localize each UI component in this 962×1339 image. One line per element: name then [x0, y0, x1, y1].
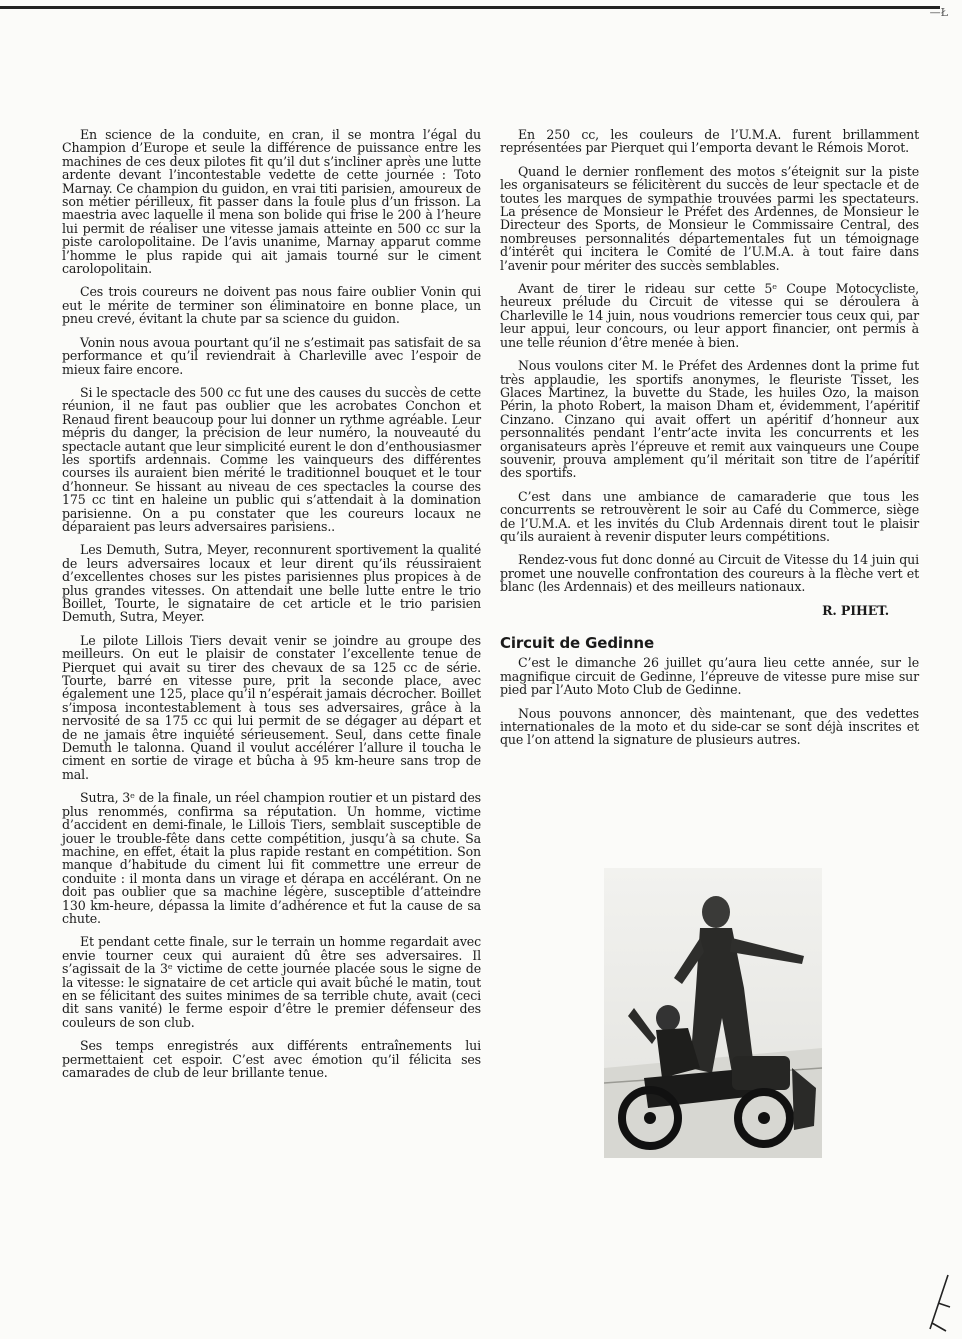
paragraph: En science de la conduite, en cran, il se montra l’égal du Champion d’Europe et seule la différence de puissance entre les machines de ces deux pilotes fit qu’il dut s’incliner après une lutte ardente devant l’incontestable vedette de cette journée : Toto Marnay. Ce champion du guidon, en vrai titi parisien, amoureux de son métier périlleux, fit passer dans la foule plus d’un frisson. La maestria avec laquelle il mena son bolide qui frise le 200 à l’heure lui permit de réaliser une vitesse jamais atteinte en 500 cc sur la piste carolopolitaine. De l’avis unanime, Marnay apparut comme l’homme le plus rapide qui ait jamais tourné sur le ciment carolopolitain. — [62, 127, 481, 277]
paragraph: Et pendant cette finale, sur le terrain un homme regardait avec envie tourner ceux qui auraient dû être ses adversaires. Il s’agissait de la 3ᵉ victime de cette journée placée sous le signe de la vitesse: le signataire de cet article qui avait bûché le matin, tout en se félicitant des suites minimes de sa terrible chute, avait (ceci dit sans vanité) le ferme espoir d’être le premier défenseur des couleurs de son club. — [62, 934, 481, 1030]
paragraph: Rendez-vous fut donc donné au Circuit de Vitesse du 14 juin qui promet une nouvelle confrontation des coureurs à la flèche vert et blanc (les Ardennais) et des meilleurs nationaux. — [500, 552, 919, 595]
section-title-gedinne: Circuit de Gedinne — [500, 634, 654, 652]
paragraph: Nous voulons citer M. le Préfet des Ardennes dont la prime fut très applaudie, les sportifs anonymes, le fleuriste Tisset, les Glaces Martinez, la buvette du Stade, les huiles Ozo, la maison Périn, la photo Robert, la maison Dham et, évidemment, l’apéritif Cinzano. Cinzano qui avait offert un apéritif d’honneur aux personnalités pendant l’entr’acte invita les concurrents et les organisateurs après l’épreuve et remit aux vainqueurs une Coupe souvenir, prouva amplement qu’il méritait son titre de l’apéritif des sportifs. — [500, 358, 919, 481]
paragraph: En 250 cc, les couleurs de l’U.M.A. furent brillamment représentées par Pierquet qui l’emporta devant le Rémois Morot. — [500, 127, 919, 156]
motorcycle-sidecar-photo — [604, 868, 822, 1158]
paragraph: Le pilote Lillois Tiers devait venir se joindre au groupe des meilleurs. On eut le plaisir de constater l’excellente tenue de Pierquet qui avait su tirer des chevaux de sa 125 cc de série. Tourte, barré en vitesse pure, prit la seconde place, avec également une 125, place qu’il n’espérait jamais décrocher. Boillet s’imposa incontestablement à tous ses adversaires, grâce à la nervosité de sa 175 cc qui lui permit de se dégager au départ et de ne jamais être inquiété sérieusement. Seul, dans cette finale Demuth le talonna. Quand il voulut accélérer l’allure il toucha le ciment en sortie de virage et bûcha à 95 km-heure sans trop de mal. — [62, 632, 481, 782]
top-rule — [0, 6, 940, 9]
author-signature: R. PIHET. — [822, 602, 889, 618]
paragraph: Les Demuth, Sutra, Meyer, reconnurent sportivement la qualité de leurs adversaires locaux et leur dirent qu’ils réussiraient d’excellentes choses sur les pistes parisiennes plus propices à de plus grandes vitesses. On attendait une belle lutte entre le trio Boillet, Tourte, le signataire de cet article et le trio parisien Demuth, Sutra, Meyer. — [62, 542, 481, 625]
left-column — [62, 128, 481, 1089]
paragraph: Vonin nous avoua pourtant qu’il ne s’estimait pas satisfait de sa performance et qu’il reviendrait à Charleville avec l’espoir de mieux faire encore. — [62, 334, 481, 377]
paragraph: Si le spectacle des 500 cc fut une des causes du succès de cette réunion, il ne faut pas oublier que les acrobates Conchon et Renaud firent beaucoup pour lui donner un rythme agréable. Leur mépris du danger, la précision de leur numéro, la nouveauté du spectacle autant que leur simplicité eurent le don d’enthousiasmer les sportifs ardennais. Comme les vainqueurs des différentes courses ils auraient bien mérité le traditionnel bouquet et le tour d’honneur. Se hissant au niveau de ces spectacles la course des 175 cc tint en haleine un public qui s’attendait à la domination parisienne. On a pu constater que les coureurs locaux ne déparaient pas leurs adversaires parisiens.. — [62, 384, 481, 534]
paragraph: C’est le dimanche 26 juillet qu’aura lieu cette année, sur le magnifique circuit de Gedinne, l’épreuve de vitesse pure mise sur pied par l’Auto Moto Club de Gedinne. — [500, 655, 919, 698]
page-corner-mark — [926, 1273, 952, 1333]
paragraph: C’est dans une ambiance de camaraderie que tous les concurrents se retrouvèrent le soir au Café du Commerce, siège de l’U.M.A. et les invités du Club Ardennais dirent tout le plaisir qu’ils auraient à revenir disputer leurs compétitions. — [500, 488, 919, 544]
paragraph: Sutra, 3ᵉ de la finale, un réel champion routier et un pistard des plus renommés, confirma sa réputation. Un homme, victime d’accident en demi-finale, le Lillois Tiers, semblait susceptible de jouer le trouble-fête dans cette compétition, jusqu’à sa chute. Sa machine, en effet, était la plus rapide restant en compétition. Son manque d’habitude du ciment lui fit commettre une erreur de conduite : il monta dans un virage et dérapa en accélérant. On ne doit pas oublier que sa machine légère, susceptible d’atteindre 130 km-heure, dépassa la limite d’adhérence et fut la cause de sa chute. — [62, 790, 481, 926]
paragraph: Ces trois coureurs ne doivent pas nous faire oublier Vonin qui eut le mérite de terminer son éliminatoire en bonne place, un pneu crevé, évitant la chute par sa science du guidon. — [62, 284, 481, 327]
paragraph: Avant de tirer le rideau sur cette 5ᵉ Coupe Motocycliste, heureux prélude du Circuit de vitesse qui se déroulera à Charleville le 14 juin, nous voudrions remercier tous ceux qui, par leur appui, leur concours, ou leur apport financier, ont permis à une telle réunion d’être menée à bien. — [500, 281, 919, 350]
corner-mark: —Ł — [929, 6, 948, 19]
paragraph: Nous pouvons annoncer, dès maintenant, que des vedettes internationales de la moto et du side-car se sont déjà inscrites et que l’on attend la signature de plusieurs autres. — [500, 705, 919, 748]
right-column — [500, 128, 919, 757]
paragraph: Ses temps enregistrés aux différents entraînements lui permettaient cet espoir. C’est avec émotion qu’il félicita ses camarades de club de leur brillante tenue. — [62, 1038, 481, 1080]
paragraph: Quand le dernier ronflement des motos s’éteignit sur la piste les organisateurs se félicitèrent du succès de leur spectacle et de toutes les marques de sympathie trouvées parmi les spectateurs. La présence de Monsieur le Préfet des Ardennes, de Monsieur le Directeur des Sports, de Monsieur le Commissaire Central, des nombreuses personnalités départementales fut un témoignage d’intérêt qui incitera le Comité de l’U.M.A. à tout faire dans l’avenir pour mériter des succès semblables. — [500, 163, 919, 273]
